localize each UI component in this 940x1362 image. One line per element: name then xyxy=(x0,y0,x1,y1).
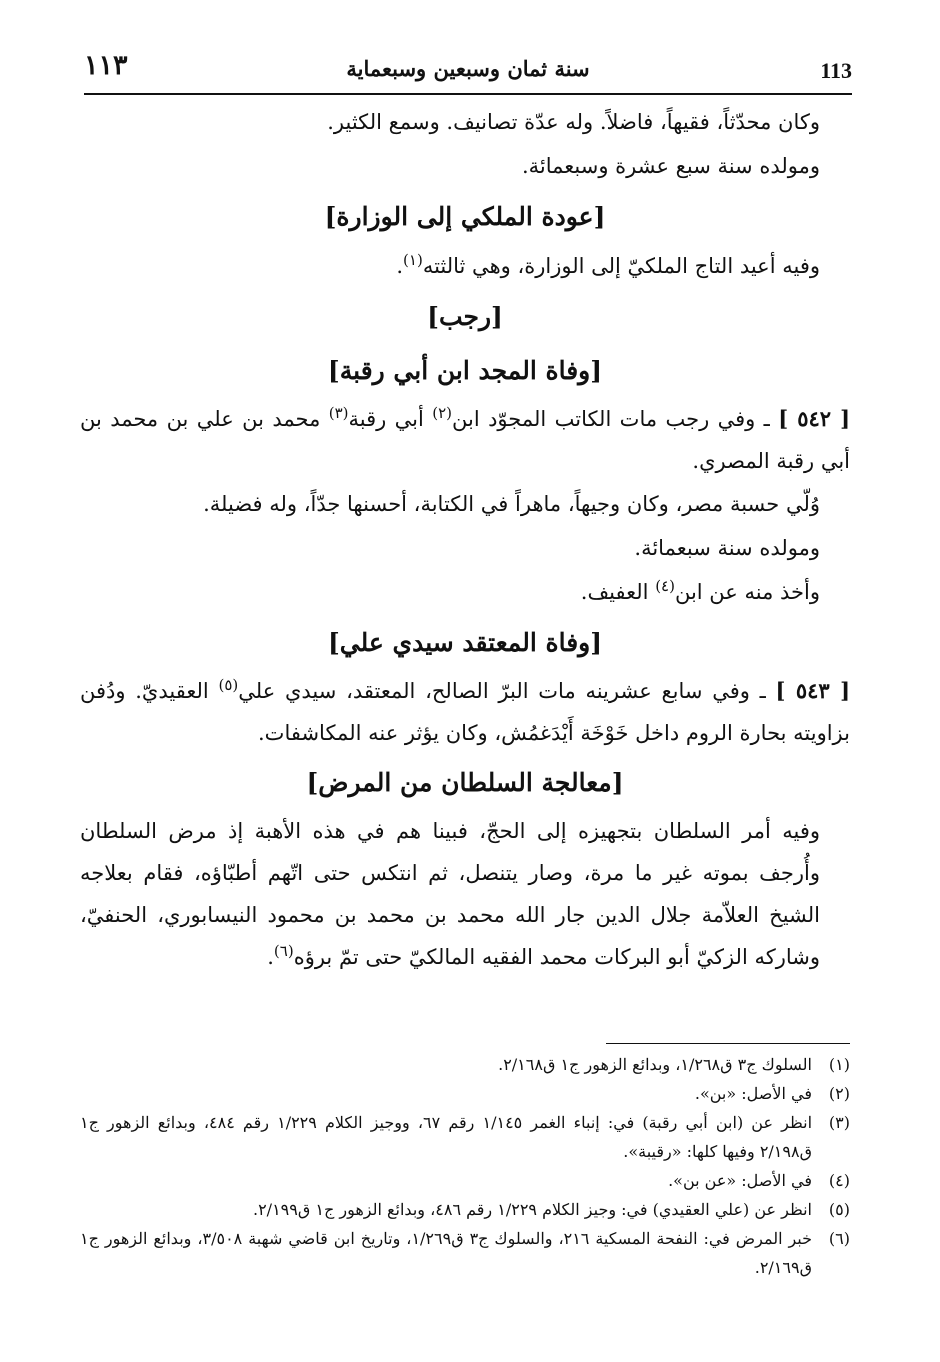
paragraph xyxy=(80,244,850,288)
footnote-ref: (٣) xyxy=(328,404,349,422)
running-title: سنة ثمان وسبعين وسبعماية xyxy=(346,56,590,81)
footnote-number: (٢) xyxy=(828,1084,850,1103)
footnote-number: (٤) xyxy=(828,1171,850,1190)
footnote xyxy=(80,1166,850,1195)
footnote-ref: (٢) xyxy=(432,404,453,422)
page-number: 113 xyxy=(820,58,852,83)
footnote-number: (٣) xyxy=(828,1113,850,1132)
footnote-ref: (٦) xyxy=(273,942,294,960)
footnote-number: (١) xyxy=(828,1055,850,1074)
footnote-text: انظر عن (ابن أبي رقبة) في: إنباء الغمر ١/١٤٥ رقم ٦٧، ووجيز الكلام ١/٢٢٩ رقم ٤٨٤، وبدائع الزهور ج١ ق٢/١٩٨ وفيها كلها: «رقيبة». xyxy=(80,1113,813,1161)
footnotes xyxy=(80,1050,850,1282)
footnote-text: في الأصل: «عن بن». xyxy=(668,1171,812,1190)
footnote-text: في الأصل: «بن». xyxy=(694,1084,812,1103)
paragraph: وُلّي حسبة مصر، وكان وجيهاً، ماهراً في الكتابة، أحسنها جدّاً، وله فضيلة. xyxy=(203,492,820,516)
footnote-number: (٦) xyxy=(828,1229,850,1248)
footnote-text: خبر المرض في: النفحة المسكية ٢١٦، والسلوك ج٣ ق١/٢٦٩، وتاريخ ابن قاضي شهبة ٣/٥٠٨، وبدائع الزهور ج١ ق٢/١٦٩. xyxy=(80,1229,813,1277)
footnote-text: انظر عن (علي العقيدي) في: وجيز الكلام ١/٢٢٩ رقم ٤٨٦، وبدائع الزهور ج١ ق٢/١٩٩. xyxy=(252,1200,812,1219)
footnote xyxy=(80,1050,850,1079)
section-heading: [وفاة المجد ابن أبي رقبة] xyxy=(327,356,603,385)
paragraph-text: ـ وفي رجب مات الكاتب المجوّد ابن xyxy=(452,407,779,431)
footnote xyxy=(80,1224,850,1282)
paragraph: ومولده سنة سبع عشرة وسبعمائة. xyxy=(521,154,820,178)
footnote xyxy=(80,1079,850,1108)
footnote xyxy=(80,1108,850,1166)
section-heading: [معالجة السلطان من المرض] xyxy=(306,768,624,797)
footnote-number: (٥) xyxy=(828,1200,850,1219)
paragraph-text: وأخذ منه عن ابن xyxy=(674,580,820,604)
footnote-text: السلوك ج٣ ق١/٢٦٨، وبدائع الزهور ج١ ق٢/١٦٨. xyxy=(498,1055,812,1074)
section-heading: [وفاة المعتقد سيدي علي] xyxy=(327,628,603,657)
footnote xyxy=(80,1195,850,1224)
main-text xyxy=(80,100,850,978)
section-heading: [عودة الملكي إلى الوزارة] xyxy=(324,202,606,231)
footnote-rule xyxy=(606,1043,850,1044)
footnote-ref: (٥) xyxy=(218,676,239,694)
paragraph-text: . xyxy=(396,254,404,278)
paragraph-text: أبي رقبة xyxy=(348,407,433,431)
paragraph-text: وفيه أمر السلطان بتجهيزه إلى الحجّ، فبينا هم في هذه الأهبة إذ مرض السلطان وأُرجف بموته غير ما مرة، وصار يتنصل، ثم انتكس حتى اتّهم أطبّاؤه، فقام بعلاجه الشيخ العلاّمة جلال الدين جار الله محمد بن محمد بن محمود النيسابوري، الحنفيّ، وشاركه الزكيّ أبو البركات محمد الفقيه المالكيّ حتى تمّ برؤه xyxy=(80,819,820,969)
paragraph-text: محمد بن علي بن محمد بن أبي رقبة المصري. xyxy=(80,407,850,473)
paragraph-text: ـ وفي سابع عشرينه مات البرّ الصالح، المعتقد، سيدي علي xyxy=(238,679,776,703)
entry-paragraph xyxy=(80,670,850,754)
entry-paragraph xyxy=(80,398,850,482)
paragraph-text: وفيه أعيد التاج الملكيّ إلى الوزارة، وهي ثالثته xyxy=(422,254,820,278)
paragraph-text: . xyxy=(267,945,274,969)
page-number-arabic: ١١٣ xyxy=(84,50,128,81)
section-heading: [رجب] xyxy=(427,302,503,331)
footnote-ref: (١) xyxy=(403,251,423,269)
paragraph: ومولده سنة سبعمائة. xyxy=(634,536,820,560)
paragraph xyxy=(80,810,850,978)
paragraph-text: العقيديّ. ودُفن بزاويته بحارة الروم داخل خَوْخَة أَيْدَغمُش، وكان يؤثر عنه المكاشفات. xyxy=(80,679,850,745)
entry-number: [ ٥٤٣ ] xyxy=(775,678,851,703)
paragraph-text: العفيف. xyxy=(580,580,656,604)
footnote-ref: (٤) xyxy=(655,577,675,595)
paragraph: وكان محدّثاً، فقيهاً، فاضلاً. وله عدّة تصانيف. وسمع الكثير. xyxy=(327,110,820,134)
page-header xyxy=(84,50,852,90)
header-rule xyxy=(84,93,852,95)
paragraph xyxy=(80,570,850,614)
entry-number: [ ٥٤٢ ] xyxy=(778,406,851,431)
